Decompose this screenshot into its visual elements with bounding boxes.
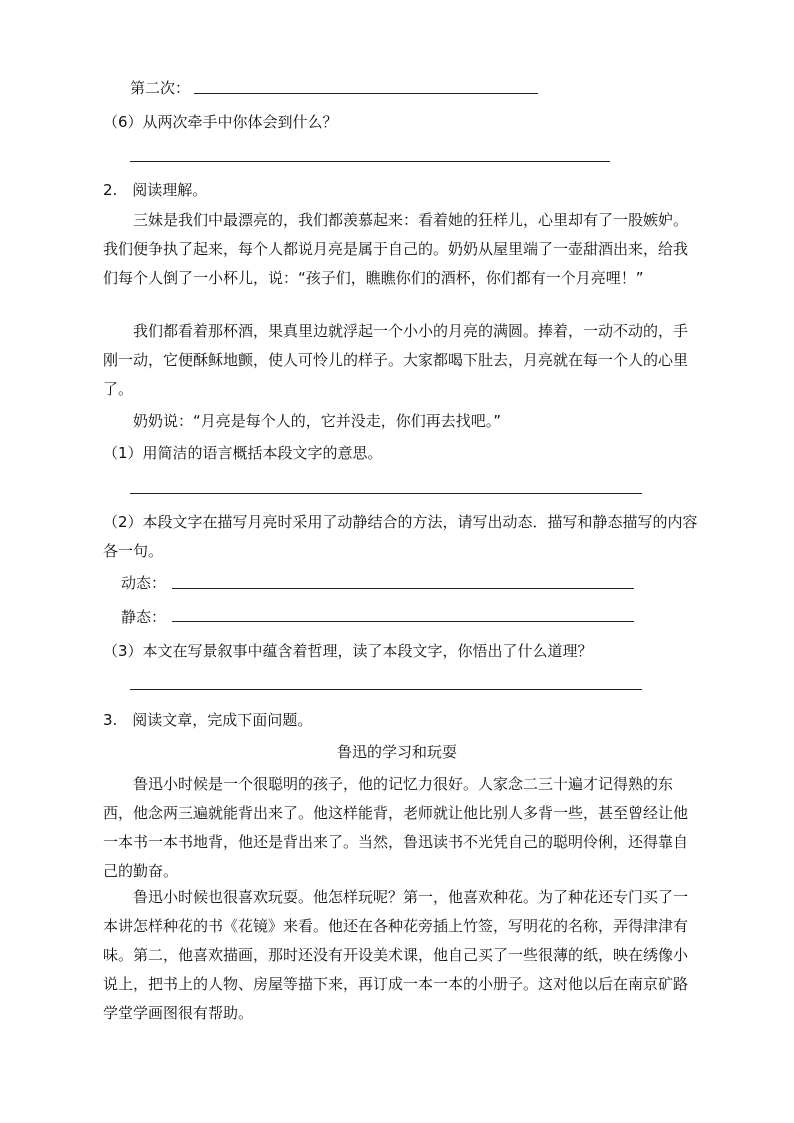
question-3: （3）本文在写景叙事中蕴含着哲理，读了本段文字，你悟出了什么道理？ bbox=[103, 642, 593, 660]
static-label: 静态： bbox=[121, 608, 167, 626]
article-paragraph: 鲁迅小时候是一个很聪明的孩子，他的记忆力很好。人家念二三十遍才记得熟的东西，他念两三遍就能背出来了。他这样能背，老师就让他比别人多背一些，甚至曾经让他一本书一本书地背，他还是背出来了。当然，鲁迅读书不光凭自己的聪明伶俐，还得靠自己的勤奋。 bbox=[103, 775, 689, 880]
article-title: 鲁迅的学习和玩耍 bbox=[336, 743, 457, 761]
passage-paragraph: 我们都看着那杯酒，果真里边就浮起一个小小的月亮的满圆。捧着，一动不动的，手刚一动，它便酥稣地颤，使人可怜儿的样子。大家都喝下肚去，月亮就在每一个人的心里了。 bbox=[103, 322, 689, 398]
answer-line-static[interactable] bbox=[172, 621, 634, 622]
answer-line[interactable] bbox=[194, 93, 538, 94]
passage-paragraph: 三妹是我们中最漂亮的，我们都羡慕起来：看着她的狂样儿，心里却有了一股嫉妒。我们便争执了起来，每个人都说月亮是属于自己的。奶奶从屋里端了一壶甜酒出来，给我们每个人倒了一小杯儿，说：“孩子们，瞧瞧你们的酒杯，你们都有一个月亮哩！” bbox=[103, 211, 689, 287]
passage-paragraph: 奶奶说：“月亮是每个人的，它并没走，你们再去找吧。” bbox=[133, 412, 502, 430]
second-label: 第二次： bbox=[130, 79, 191, 97]
article-paragraph: 鲁迅小时候也很喜欢玩耍。他怎样玩呢？第一，他喜欢种花。为了种花还专门买了一本讲怎样种花的书《花镜》来看。他还在各种花旁插上竹签，写明花的名称，弄得津津有味。第二，他喜欢描画，那时还没有开设美术课，他自己买了一些很薄的纸，映在绣像小说上，把书上的人物、房屋等描下来，再订成一本一本的小册子。这对他以后在南京矿路学堂学画图很有帮助。 bbox=[103, 888, 689, 1022]
section-3-heading: 3. 阅读文章，完成下面问题。 bbox=[103, 711, 313, 729]
question-6: （6）从两次牵手中你体会到什么？ bbox=[103, 113, 338, 131]
section-2-heading: 2. 阅读理解。 bbox=[103, 181, 208, 199]
answer-line[interactable] bbox=[130, 689, 642, 690]
answer-line-dynamic[interactable] bbox=[172, 588, 634, 589]
question-1: （1）用简洁的语言概括本段文字的意思。 bbox=[103, 444, 383, 462]
dynamic-label: 动态： bbox=[121, 574, 167, 592]
question-2: （2）本段文字在描写月亮时采用了动静结合的方法，请写出动态．描写和静态描写的内容各一句。 bbox=[103, 513, 698, 560]
answer-line[interactable] bbox=[130, 161, 610, 162]
answer-line[interactable] bbox=[130, 493, 642, 494]
